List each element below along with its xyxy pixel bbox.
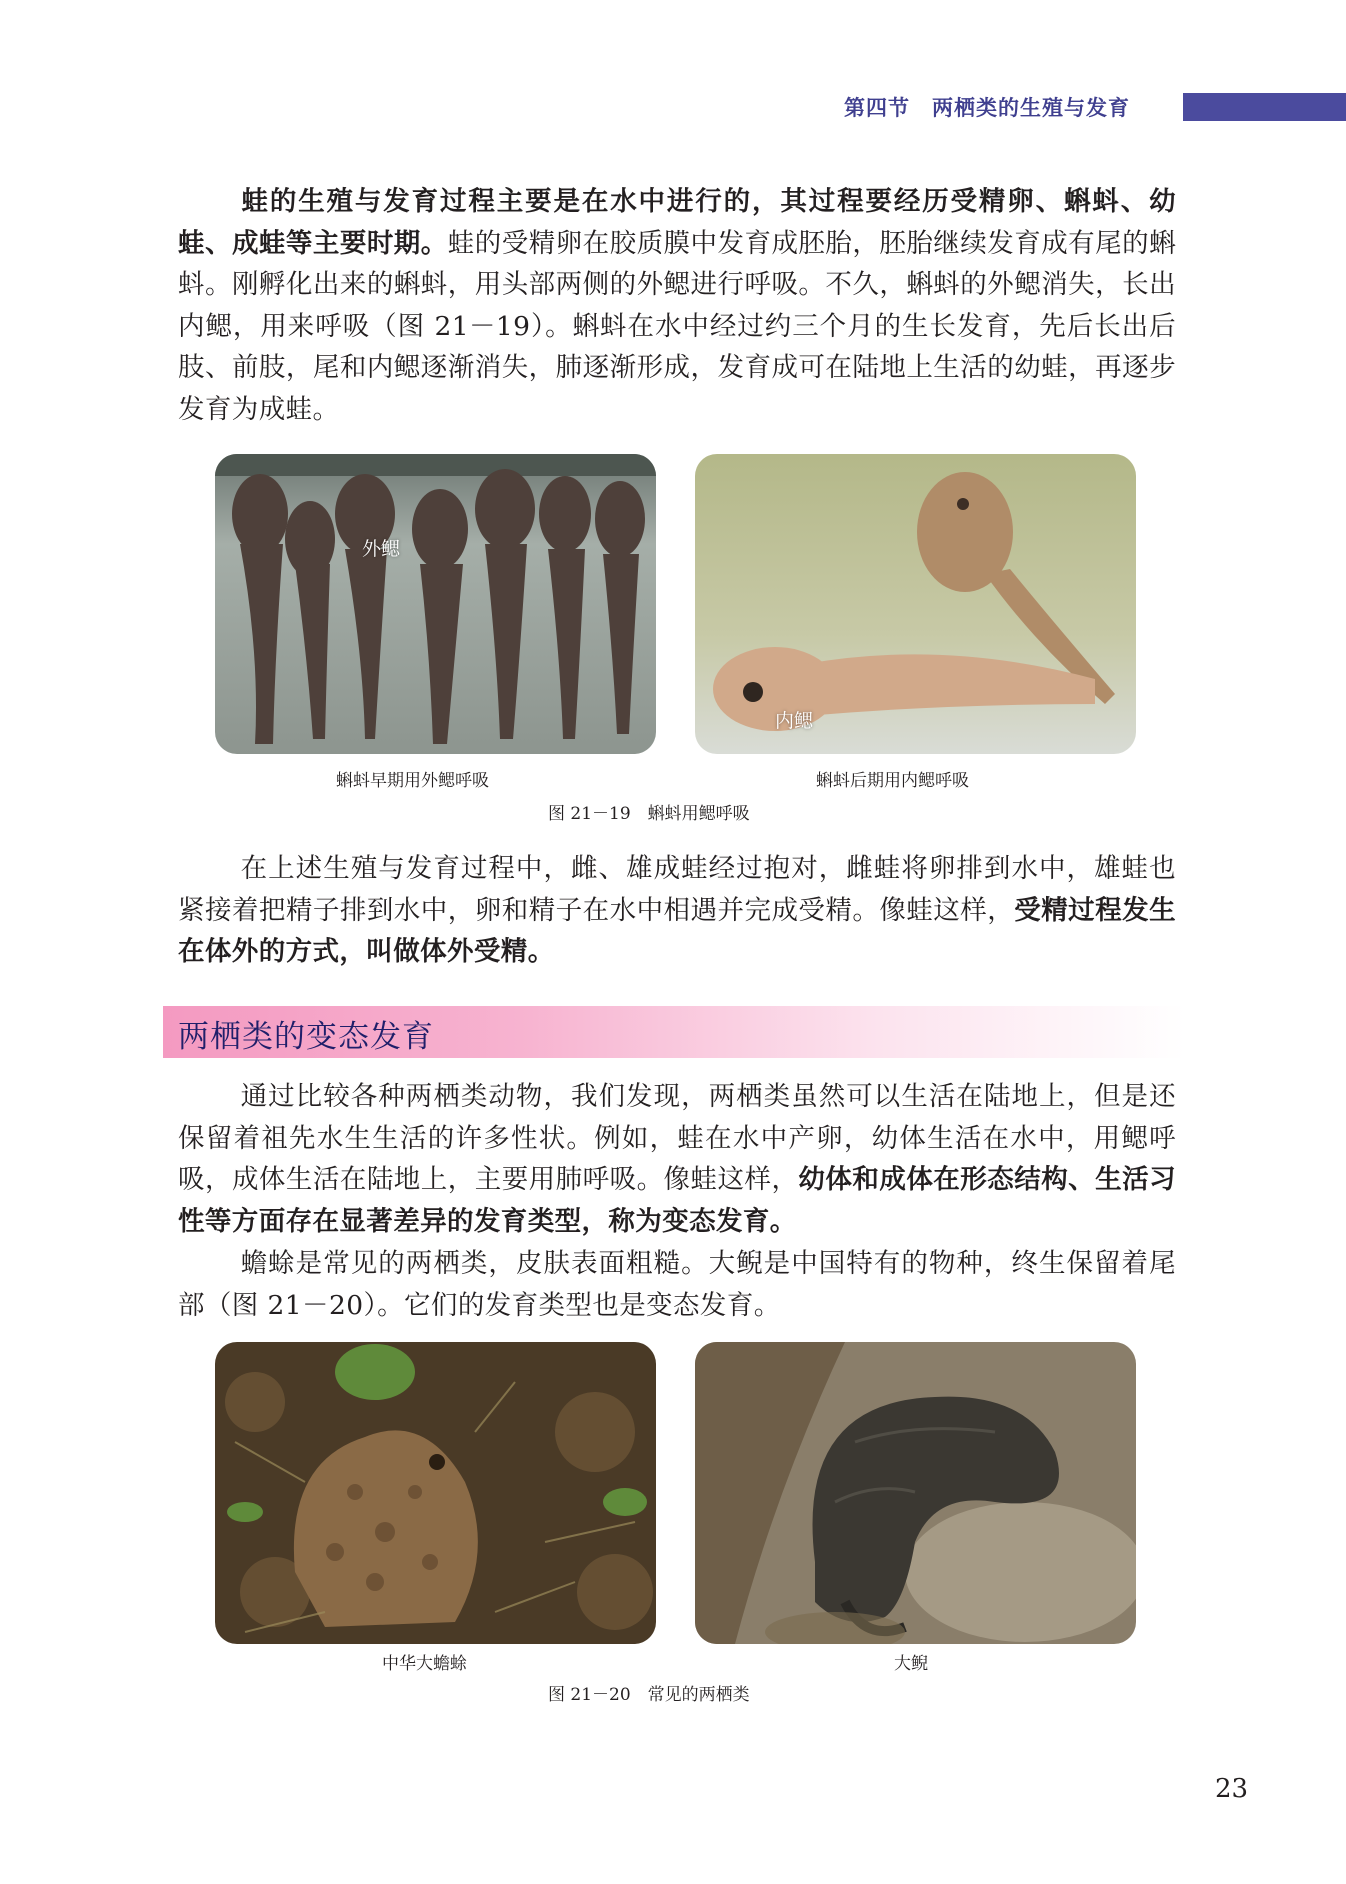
photo-tadpoles-external-gills: [215, 454, 656, 754]
key-sentence: 受精过程发生在体外的方式，叫做体外受精。: [178, 894, 1176, 967]
paragraph-examples: [178, 1243, 1176, 1326]
caption-chinese-toad: 中华大蟾蜍: [382, 1654, 467, 1674]
key-sentence: 幼体和成体在形态结构、生活习性等方面存在显著差异的发育类型，称为变态发育。: [178, 1164, 1176, 1237]
label-external-gills: 外鳃: [362, 538, 401, 560]
photo-tadpoles-internal-gills: [695, 454, 1136, 754]
running-header: 第四节 两栖类的生殖与发育: [844, 96, 1130, 120]
caption-late-tadpole: 蝌蚪后期用内鳃呼吸: [816, 771, 969, 791]
key-sentence: 蛙的生殖与发育过程主要是在水中进行的，其过程要经历受精卵、蝌蚪、幼蛙、成蛙等主要时期。: [178, 186, 1176, 259]
page-number: 23: [1215, 1774, 1249, 1804]
figure-21-20-caption: 图 21－20 常见的两栖类: [548, 1685, 750, 1705]
figure-21-19-caption: 图 21－19 蝌蚪用鳃呼吸: [548, 804, 750, 824]
body-text: 蛙的受精卵在胶质膜中发育成胚胎，胚胎继续发育成有尾的蝌蚪。刚孵化出来的蝌蚪，用头部两侧的外鳃进行呼吸。不久，蝌蚪的外鳃消失，长出内鳃，用来呼吸（图 21－19）。蝌蚪在水中经过约三个月的生长发育，先后长出后肢、前肢，尾和内鳃逐渐消失，肺逐渐形成，发育成可在陆地上生活的幼蛙，再逐步发育为成蛙。: [178, 227, 1176, 425]
section-heading: 两栖类的变态发育: [178, 1019, 434, 1055]
body-text: 在上述生殖与发育过程中，雌、雄成蛙经过抱对，雌蛙将卵排到水中，雄蛙也紧接着把精子排到水中，卵和精子在水中相遇并完成受精。像蛙这样，: [178, 853, 1176, 926]
paragraph-metamorphosis: [178, 1076, 1176, 1242]
body-text: 通过比较各种两栖类动物，我们发现，两栖类虽然可以生活在陆地上，但是还保留着祖先水生生活的许多性状。例如，蛙在水中产卵，幼体生活在水中，用鳃呼吸，成体生活在陆地上，主要用肺呼吸。像蛙这样，: [178, 1081, 1176, 1195]
caption-giant-salamander: 大鲵: [894, 1654, 928, 1674]
paragraph-reproduction: [178, 181, 1176, 430]
label-internal-gills: 内鳃: [775, 710, 814, 732]
caption-early-tadpole: 蝌蚪早期用外鳃呼吸: [336, 771, 489, 791]
photo-chinese-toad: [215, 1342, 656, 1644]
photo-giant-salamander: [695, 1342, 1136, 1644]
header-bar: [1183, 93, 1346, 121]
paragraph-fertilization: [178, 848, 1176, 973]
body-text: 蟾蜍是常见的两栖类，皮肤表面粗糙。大鲵是中国特有的物种，终生保留着尾部（图 21－20）。它们的发育类型也是变态发育。: [178, 1248, 1176, 1321]
